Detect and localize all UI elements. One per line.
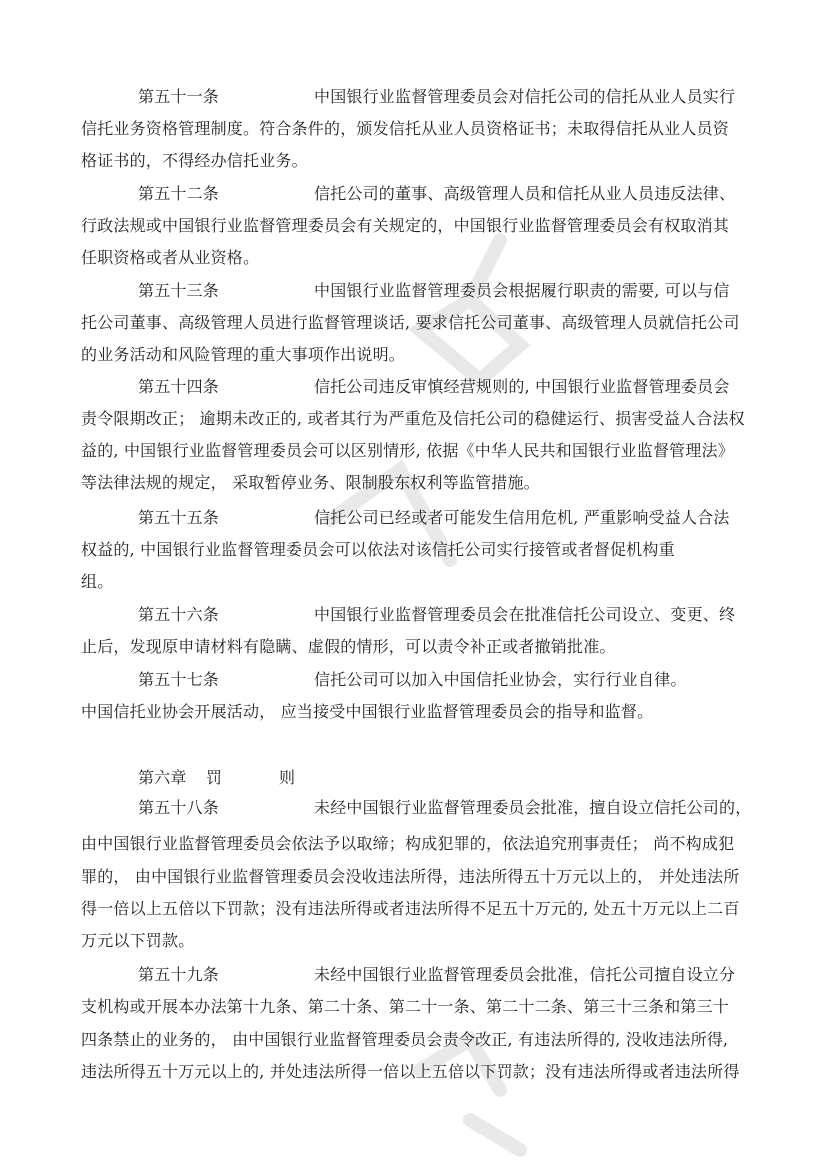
- article-54-line-3: 益的, 中国银行业监督管理委员会可以区别情形, 依据《中华人民共和国银行业监督管理法》: [81, 441, 734, 460]
- article-52-number: 第五十二条: [138, 184, 220, 203]
- article-56-line-1: 中国银行业监督管理委员会在批准信托公司设立、变更、终: [314, 605, 736, 624]
- article-54-line-4: 等法律法规的规定， 采取暂停业务、限制股东权利等监管措施。: [81, 473, 540, 492]
- article-58-line-2: 由中国银行业监督管理委员会依法予以取缔；构成犯罪的，依法追究刑事责任； 尚不构成犯: [81, 834, 735, 853]
- article-59-number: 第五十九条: [138, 965, 220, 984]
- article-55-line-2: 权益的, 中国银行业监督管理委员会可以依法对该信托公司实行接管或者督促机构重: [81, 540, 675, 559]
- article-53-line-2: 托公司董事、高级管理人员进行监督管理谈话, 要求信托公司董事、高级管理人员就信托公司: [81, 313, 740, 332]
- article-54-line-2: 责令限期改正； 逾期未改正的, 或者其行为严重危及信托公司的稳健运行、损害受益人合法权: [81, 409, 745, 428]
- article-55-line-3: 组。: [81, 572, 114, 591]
- article-51-number: 第五十一条: [138, 87, 220, 106]
- chapter-label: 第六章: [138, 768, 187, 787]
- article-55-number: 第五十五条: [138, 508, 220, 527]
- article-52-line-3: 任职资格或者从业资格。: [81, 248, 260, 267]
- article-59-line-3: 四条禁止的业务的， 由中国银行业监督管理委员会责令改正, 有违法所得的, 没收违法所得,: [81, 1030, 729, 1049]
- article-57-line-1: 信托公司可以加入中国信托业协会，实行行业自律。: [314, 670, 687, 689]
- article-58-number: 第五十八条: [138, 798, 220, 817]
- article-52-line-2: 行政法规或中国银行业监督管理委员会有关规定的，中国银行业监督管理委员会有权取消其: [81, 216, 730, 235]
- article-51-line-1: 中国银行业监督管理委员会对信托公司的信托从业人员实行: [314, 87, 736, 106]
- article-58-line-4: 得一倍以上五倍以下罚款；没有违法所得或者违法所得不足五十万元的, 处五十万元以上二百: [81, 899, 740, 918]
- article-58-line-1: 未经中国银行业监督管理委员会批准，擅自设立信托公司的，: [314, 798, 752, 817]
- article-57-number: 第五十七条: [138, 670, 220, 689]
- article-54-number: 第五十四条: [138, 377, 220, 396]
- article-53-line-1: 中国银行业监督管理委员会根据履行职责的需要, 可以与信: [314, 281, 730, 300]
- article-56-line-2: 止后，发现原申请材料有隐瞒、虚假的情形，可以责令补正或者撤销批准。: [81, 637, 616, 656]
- article-54-line-1: 信托公司违反审慎经营规则的, 中国银行业监督管理委员会: [314, 377, 730, 396]
- article-55-line-1: 信托公司已经或者可能发生信用危机, 严重影响受益人合法: [314, 508, 730, 527]
- article-59-line-2: 支机构或开展本办法第十九条、第二十条、第二十一条、第二十二条、第三十三条和第三十: [81, 997, 730, 1016]
- article-57-line-2: 中国信托业协会开展活动， 应当接受中国银行业监督管理委员会的指导和监督。: [81, 702, 654, 721]
- article-58-line-3: 罪的， 由中国银行业监督管理委员会没收违法所得，违法所得五十万元以上的， 并处违法所: [81, 867, 740, 886]
- article-59-line-4: 违法所得五十万元以上的, 并处违法所得一倍以上五倍以下罚款；没有违法所得或者违法所得: [81, 1062, 740, 1081]
- article-53-number: 第五十三条: [138, 281, 220, 300]
- article-53-line-3: 的业务活动和风险管理的重大事项作出说明。: [81, 345, 406, 364]
- article-52-line-1: 信托公司的董事、高级管理人员和信托从业人员违反法律、: [314, 184, 736, 203]
- article-51-line-3: 格证书的，不得经办信托业务。: [81, 151, 308, 170]
- chapter-title-char-1: 罚: [206, 768, 223, 787]
- article-56-number: 第五十六条: [138, 605, 220, 624]
- article-59-line-1: 未经中国银行业监督管理委员会批准，信托公司擅自设立分: [314, 965, 736, 984]
- article-58-line-5: 万元以下罚款。: [81, 931, 195, 950]
- article-51-line-2: 信托业务资格管理制度。符合条件的，颁发信托从业人员资格证书；未取得信托从业人员资: [81, 119, 730, 138]
- chapter-title-char-2: 则: [279, 768, 296, 787]
